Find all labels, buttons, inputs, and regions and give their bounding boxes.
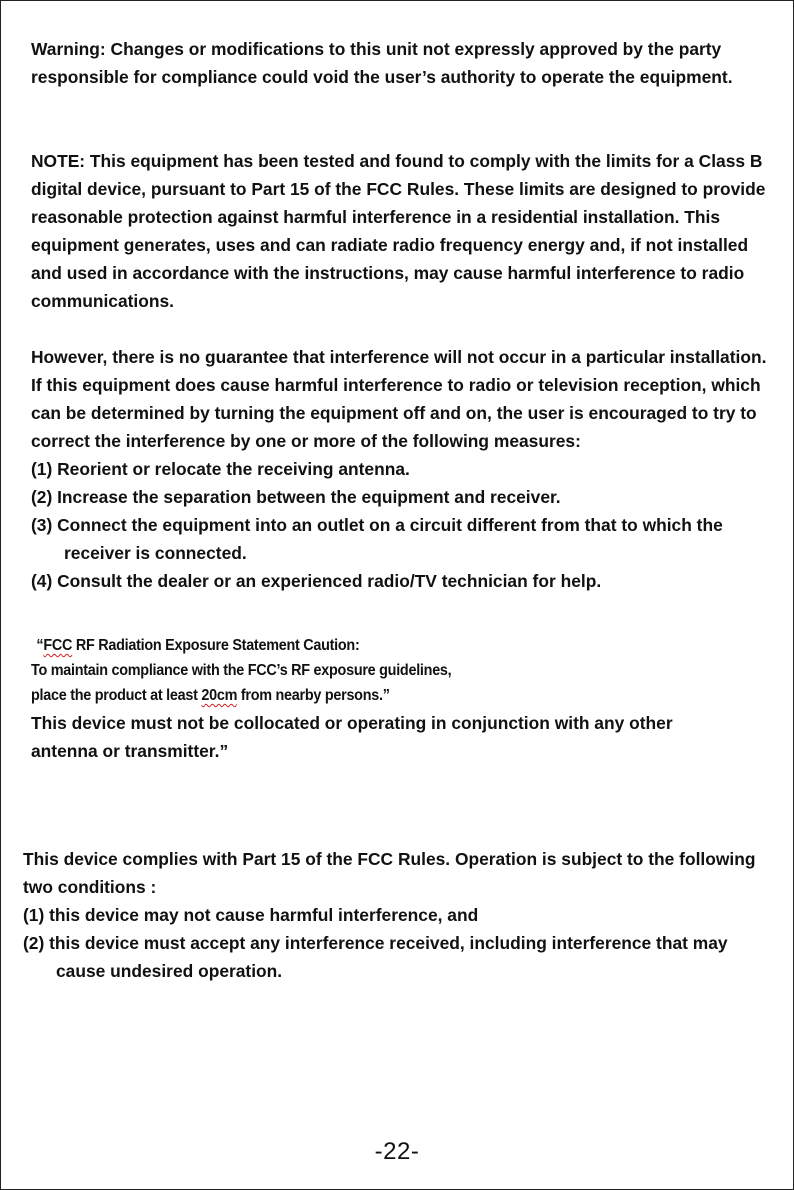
measure-item: (3) Connect the equipment into an outlet on a circuit different from that to which the receiver is connected. <box>31 515 723 563</box>
collocation-paragraph: This device must not be collocated or operating in conjunction with any other antenna or transmitter.” <box>31 713 673 761</box>
part15-section <box>23 845 773 985</box>
condition-item: (1) this device may not cause harmful interference, and <box>23 905 479 925</box>
measure-item: (2) Increase the separation between the equipment and receiver. <box>31 487 561 507</box>
however-paragraph: However, there is no guarantee that interference will not occur in a particular installation. If this equipment does cause harmful interference to radio or television reception, which can be determined by turning the equipment off and on, the user is encouraged to try to correct the interference by one or more of the following measures: <box>31 347 767 451</box>
open-quote: “ <box>36 637 44 654</box>
warning-section <box>31 35 776 91</box>
rf-exposure-statement <box>31 633 702 708</box>
however-section <box>31 343 776 595</box>
note-section <box>31 147 776 315</box>
fcc-abbrev: FCC <box>43 637 73 654</box>
rf-statement-distance-line <box>31 683 702 708</box>
warning-paragraph: Warning: Changes or modifications to this unit not expressly approved by the party responsible for compliance could void the user’s authority to operate the equipment. <box>31 39 733 87</box>
rf-statement-heading <box>31 633 702 658</box>
part15-paragraph: This device complies with Part 15 of the FCC Rules. Operation is subject to the following two conditions : <box>23 849 756 897</box>
distance-suffix: from nearby persons.” <box>237 687 390 704</box>
note-paragraph: NOTE: This equipment has been tested and found to comply with the limits for a Class B digital device, pursuant to Part 15 of the FCC Rules. These limits are designed to provide reasonable protection against harmful interference in a residential installation. This equipment generates, uses and can radiate radio frequency energy and, if not installed and used in accordance with the instructions, may cause harmful interference to radio communications. <box>31 151 766 311</box>
distance-prefix: place the product at least <box>31 687 202 704</box>
measure-item: (4) Consult the dealer or an experienced radio/TV technician for help. <box>31 571 602 591</box>
measure-item: (1) Reorient or relocate the receiving antenna. <box>31 459 410 479</box>
condition-item: (2) this device must accept any interference received, including interference that may cause undesired operation. <box>23 933 728 981</box>
distance-value: 20cm <box>201 687 238 704</box>
rf-statement-line: To maintain compliance with the FCC’s RF exposure guidelines, <box>31 662 452 679</box>
page-number: -22- <box>374 1138 420 1165</box>
rf-heading-text: RF Radiation Exposure Statement Caution: <box>72 637 360 654</box>
collocation-section <box>31 709 731 765</box>
